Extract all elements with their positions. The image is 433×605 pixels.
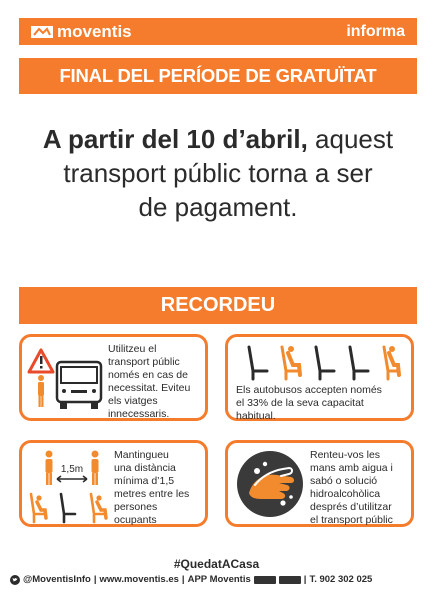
footer-contact: @MoventisInfo | www.moventis.es | APP Moventis | T. 902 302 025 <box>10 574 423 585</box>
app-store-badge-icon[interactable] <box>254 576 276 584</box>
brand-name: moventis <box>57 21 132 41</box>
card-handwash <box>225 440 414 527</box>
main-message <box>19 122 417 224</box>
message-bold: A partir del 10 d’abril, <box>42 124 308 154</box>
moventis-logo-icon <box>31 26 53 38</box>
card-distance-text: Mantingueu una distància mínima d’1,5 metres entre les persones ocupants <box>114 449 190 526</box>
card-distance <box>19 440 208 527</box>
header-bar <box>19 18 417 45</box>
phone-number: T. 902 302 025 <box>309 574 373 585</box>
hashtag: #QuedatACasa <box>173 557 260 571</box>
website-link[interactable]: www.moventis.es <box>99 574 179 585</box>
distance-icon <box>27 448 115 526</box>
card-capacity-text: Els autobusos accepten només el 33% de la seva capacitat habitual. <box>236 384 382 422</box>
card-necessity-text: Utilitzeu el transport públic només en cas de necessitat. Eviteu els viatges innecessaris. <box>108 343 191 420</box>
app-label: APP Moventis <box>187 574 251 585</box>
message-rest: aquest <box>307 124 394 154</box>
headline: FINAL DEL PERÍODE DE GRATUÏTAT <box>19 58 417 94</box>
seats-icon <box>241 343 401 381</box>
section-title: RECORDEU <box>19 287 417 324</box>
message-line3: de pagament. <box>138 192 298 222</box>
card-capacity <box>225 334 414 421</box>
twitter-icon <box>10 575 20 585</box>
header-label: informa <box>346 22 405 40</box>
brand-logo <box>31 22 132 42</box>
warning-bus-icon <box>27 344 105 414</box>
twitter-handle[interactable]: @MoventisInfo <box>23 574 91 585</box>
message-line2: transport públic torna a ser <box>63 158 373 188</box>
card-handwash-text: Renteu-vos les mans amb aigua i sabó o solució hidroalcohòlica després d’utilitzar el transport públic <box>310 449 393 526</box>
google-play-badge-icon[interactable] <box>279 576 301 584</box>
handwash-icon <box>235 449 305 519</box>
card-necessity <box>19 334 208 421</box>
distance-label: 1,5m <box>60 464 84 475</box>
